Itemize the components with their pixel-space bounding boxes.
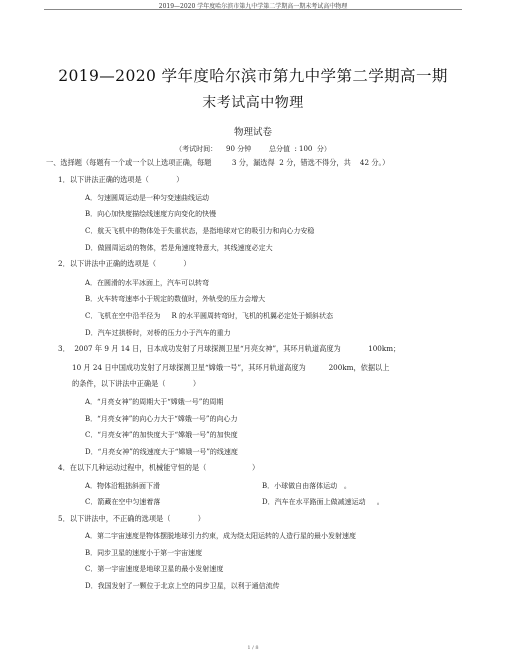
question-3-option-c: C．“月亮女神”的加快度大于“嫦娥一号”的加快度 bbox=[85, 431, 238, 439]
question-4-option-b: B．小球做自由落体运动 。 bbox=[262, 482, 351, 490]
question-3-option-b: B．“月亮女神”的向心力大于“嫦娥一号”的向心力 bbox=[85, 415, 238, 423]
exam-info: （考试时间： 90 分钟 总分值 : 100 分） bbox=[175, 145, 331, 153]
question-2-option-d: D．汽车过拱桥时，对桥的压力小于汽车的重力 bbox=[85, 329, 231, 337]
question-2-option-c: C．飞机在空中沿半径为 R 的水平圆周转弯时，飞机的机翼必定处于倾斜状态 bbox=[85, 312, 333, 320]
question-1-option-b: B．向心加快度描绘线速度方向变化的快慢 bbox=[85, 210, 217, 218]
question-1-stem: 1．以下讲法正确的选项是（ ） bbox=[58, 175, 184, 184]
question-3-line-1: 3． 2007 年 9 月 14 日，日本成功发射了月球探测卫星“月亮女神”，其环月轨道高度为 100km； bbox=[58, 344, 401, 353]
header-divider bbox=[44, 9, 462, 10]
question-1-option-a: A．匀速圆周运动是一种匀变速曲线运动 bbox=[85, 194, 210, 202]
question-4-option-d: D．汽车在水平路面上做减速运动 。 bbox=[262, 498, 384, 506]
question-5-option-c: C．第一宇宙速度是地球卫星的最小发射速度 bbox=[85, 565, 224, 573]
question-4-option-c: C．箭藏在空中匀速着落 bbox=[85, 498, 161, 506]
question-4-stem: 4．在以下几种运动过程中，机械能守恒的是（ ） bbox=[58, 463, 260, 472]
section-heading: 一、选择题（每题有一个或一个以上选项正确，每题 3 分，漏选得 2 分，错选不得分，共 42 分。） bbox=[46, 158, 390, 167]
question-3-option-d: D．“月亮女神”的线速度大于“嫦娥一号”的线速度 bbox=[85, 448, 238, 456]
question-2-option-a: A．在圆滑的水平冰面上，汽车可以转弯 bbox=[85, 279, 210, 287]
question-3-option-a: A．“月亮女神”的周期大于“嫦娥一号”的周期 bbox=[85, 398, 224, 406]
question-5-option-b: B．同步卫星的速度小于第一宇宙速度 bbox=[85, 549, 203, 557]
question-3-line-3: 的条件，以下讲法中正确是（ ） bbox=[72, 379, 201, 388]
subtitle: 物理试卷 bbox=[233, 127, 272, 138]
question-5-option-d: D．我国发射了一颗位于北京上空的同步卫星，以利于通信流传 bbox=[85, 582, 280, 590]
question-2-stem: 2．以下讲法中正确的选项是（ ） bbox=[58, 259, 191, 268]
title-line-1: 2019—2020 学年度哈尔滨市第九中学第二学期高一期 bbox=[58, 67, 448, 85]
title-line-2: 末考试高中物理 bbox=[202, 95, 304, 111]
question-5-stem: 5．以下讲法中，不正确的选项是（ ） bbox=[58, 514, 205, 523]
question-2-option-b: B．火车转弯速率小于规定的数值时，外轨受的压力会增大 bbox=[85, 295, 266, 303]
question-5-option-a: A．第二宇宙速度是物体摆脱地球引力约束，成为绕太阳运转的人造行星的最小发射速度 bbox=[85, 532, 357, 540]
question-4-option-a: A．物体沿粗拙斜面下滑 bbox=[85, 482, 161, 490]
question-3-line-2: 10 月 24 日中国成功发射了月球探测卫星“嫦娥一号”，其环月轨道高度为 200km，依据以上 bbox=[72, 363, 390, 372]
page-number: 1 / 8 bbox=[247, 645, 259, 651]
running-header: 2019—2020 学年度哈尔滨市第九中学第二学期高一期末考试高中物理 bbox=[158, 3, 348, 10]
question-1-option-c: C．航天飞机中的物体处于失重状态，是指地球对它的吸引力和向心力安稳 bbox=[85, 227, 315, 235]
question-1-option-d: D．做圆周运动的物体，若是角速度特意大，其线速度必定大 bbox=[85, 244, 273, 252]
